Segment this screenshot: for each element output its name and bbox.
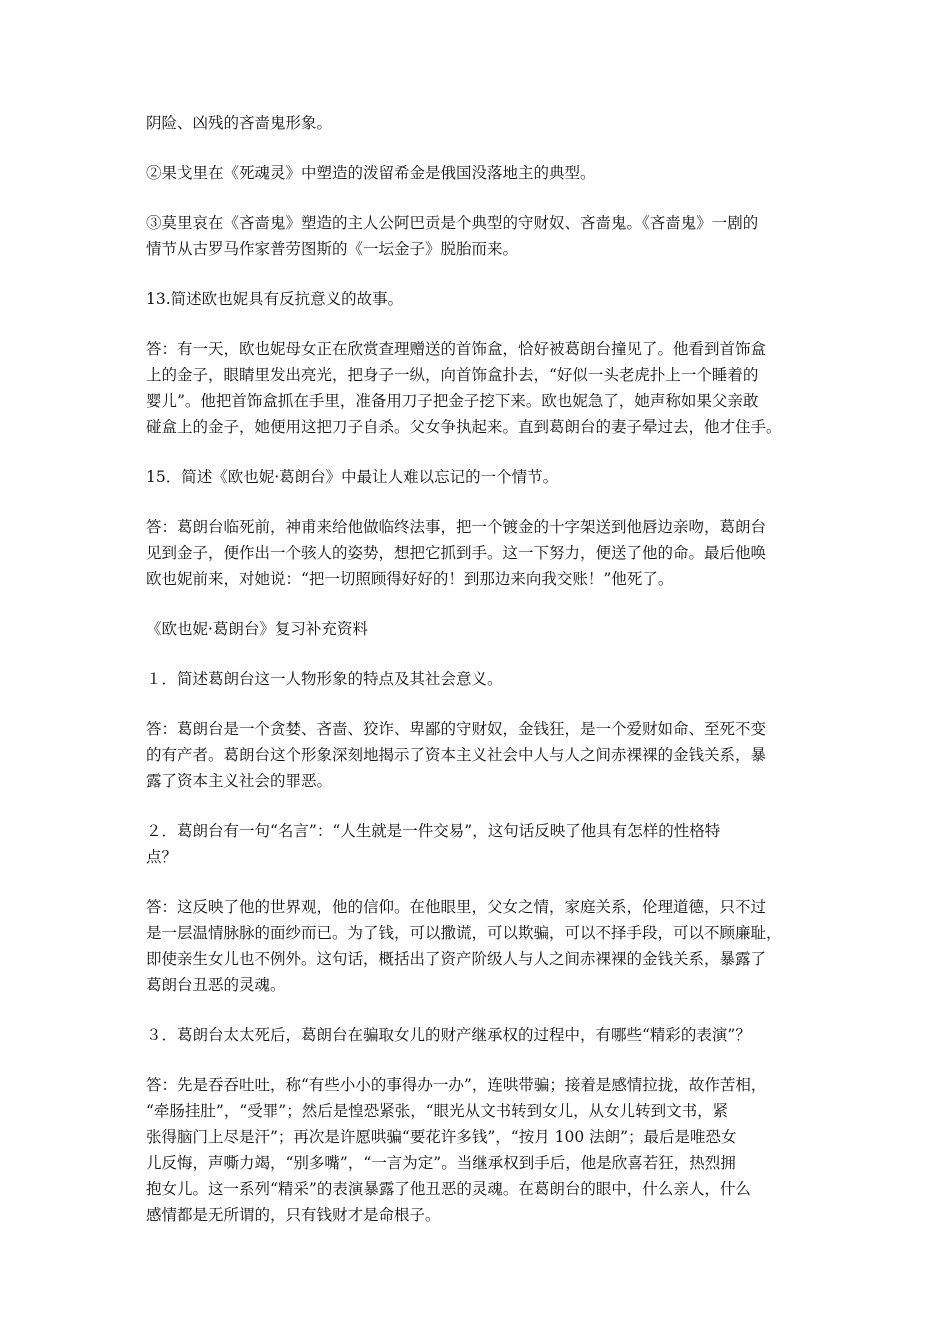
question-1 (146, 666, 810, 692)
question-3 (146, 1022, 810, 1048)
text-line: 《欧也妮·葛朗台》复习补充资料 (146, 620, 368, 638)
text-line: 答：先是吞吞吐吐，称“有些小小的事得办一办”，连哄带骗；接着是感情拉拢，故作苦相， (146, 1076, 767, 1094)
answer-3 (146, 1072, 810, 1228)
text-line: “牵肠挂肚”，“受罪”；然后是惶恐紧张，“眼光从文书转到女儿，从女儿转到文书，紧 (146, 1102, 729, 1120)
question-15 (146, 464, 810, 490)
text-line: 情节从古罗马作家普劳图斯的《一坛金子》脱胎而来。 (146, 240, 519, 258)
text-line: 张得脑门上尽是汗”；再次是许愿哄骗“要花许多钱”，“按月 100 法朗”；最后是唯恐女 (146, 1128, 737, 1146)
text-line: 抱女儿。这一系列“精采”的表演暴露了他丑恶的灵魂。在葛朗台的眼中，什么亲人，什么 (146, 1180, 751, 1198)
text-line: 欧也妮前来，对她说：“把一切照顾得好好的！到那边来向我交账！”他死了。 (146, 570, 674, 588)
text-line: 答：有一天，欧也妮母女正在欣赏查理赠送的首饰盒，恰好被葛朗台撞见了。他看到首饰盒 (146, 340, 767, 358)
document-page (146, 110, 810, 1252)
paragraph-moliere (146, 210, 810, 262)
answer-15 (146, 514, 810, 592)
text-line: 感情都是无所谓的，只有钱财才是命根子。 (146, 1206, 441, 1224)
text-line: １．简述葛朗台这一人物形象的特点及其社会意义。 (146, 670, 503, 688)
answer-13 (146, 336, 810, 440)
text-line: 阴险、凶残的吝啬鬼形象。 (146, 114, 333, 132)
text-line: 点？ (146, 848, 178, 866)
section-heading (146, 616, 810, 642)
text-line: 的有产者。葛朗台这个形象深刻地揭示了资本主义社会中人与人之间赤裸裸的金钱关系，暴 (146, 746, 767, 764)
text-line: 婴儿”。他把首饰盒抓在手里，准备用刀子把金子挖下来。欧也妮急了，她声称如果父亲敢 (146, 392, 759, 410)
answer-1 (146, 716, 810, 794)
text-line: 上的金子，眼睛里发出亮光，把身子一纵，向首饰盒扑去，“好似一头老虎扑上一个睡着的 (146, 366, 759, 384)
question-2 (146, 818, 810, 870)
text-line: 答：葛朗台是一个贪婪、吝啬、狡诈、卑鄙的守财奴，金钱狂，是一个爱财如命、至死不变 (146, 720, 767, 738)
text-line: 露了资本主义社会的罪恶。 (146, 772, 333, 790)
text-line: 即使亲生女儿也不例外。这句话，概括出了资产阶级人与人之间赤裸裸的金钱关系，暴露了 (146, 950, 767, 968)
text-line: 13.简述欧也妮具有反抗意义的故事。 (146, 290, 404, 308)
text-line: ２．葛朗台有一句“名言”：“人生就是一件交易”，这句话反映了他具有怎样的性格特 (146, 822, 721, 840)
question-13 (146, 286, 810, 312)
text-line: 答：葛朗台临死前，神甫来给他做临终法事，把一个镀金的十字架送到他唇边亲吻，葛朗台 (146, 518, 767, 536)
text-line: 是一层温情脉脉的面纱而已。为了钱，可以撒谎，可以欺骗，可以不择手段，可以不顾廉耻， (146, 924, 782, 942)
text-line: 答：这反映了他的世界观，他的信仰。在他眼里，父女之情，家庭关系，伦理道德，只不过 (146, 898, 767, 916)
text-line: ③莫里哀在《吝啬鬼》塑造的主人公阿巴贡是个典型的守财奴、吝啬鬼。《吝啬鬼》一剧的 (146, 214, 759, 232)
text-line: 15．简述《欧也妮·葛朗台》中最让人难以忘记的一个情节。 (146, 468, 559, 486)
text-line: 葛朗台丑恶的灵魂。 (146, 976, 286, 994)
text-line: 见到金子，便作出一个骇人的姿势，想把它抓到手。这一下努力，便送了他的命。最后他唤 (146, 544, 767, 562)
answer-2 (146, 894, 810, 998)
text-line: 碰盒上的金子，她便用这把刀子自杀。父女争执起来。直到葛朗台的妻子晕过去，他才住手。 (146, 418, 782, 436)
text-line: 儿反悔，声嘶力竭，“别多嘴”，“一言为定”。当继承权到手后，他是欣喜若狂，热烈拥 (146, 1154, 736, 1172)
paragraph-miser-image (146, 110, 810, 136)
paragraph-gogol (146, 160, 810, 186)
text-line: ３．葛朗台太太死后，葛朗台在骗取女儿的财产继承权的过程中，有哪些“精彩的表演”？ (146, 1026, 751, 1044)
text-line: ②果戈里在《死魂灵》中塑造的泼留希金是俄国没落地主的典型。 (146, 164, 596, 182)
